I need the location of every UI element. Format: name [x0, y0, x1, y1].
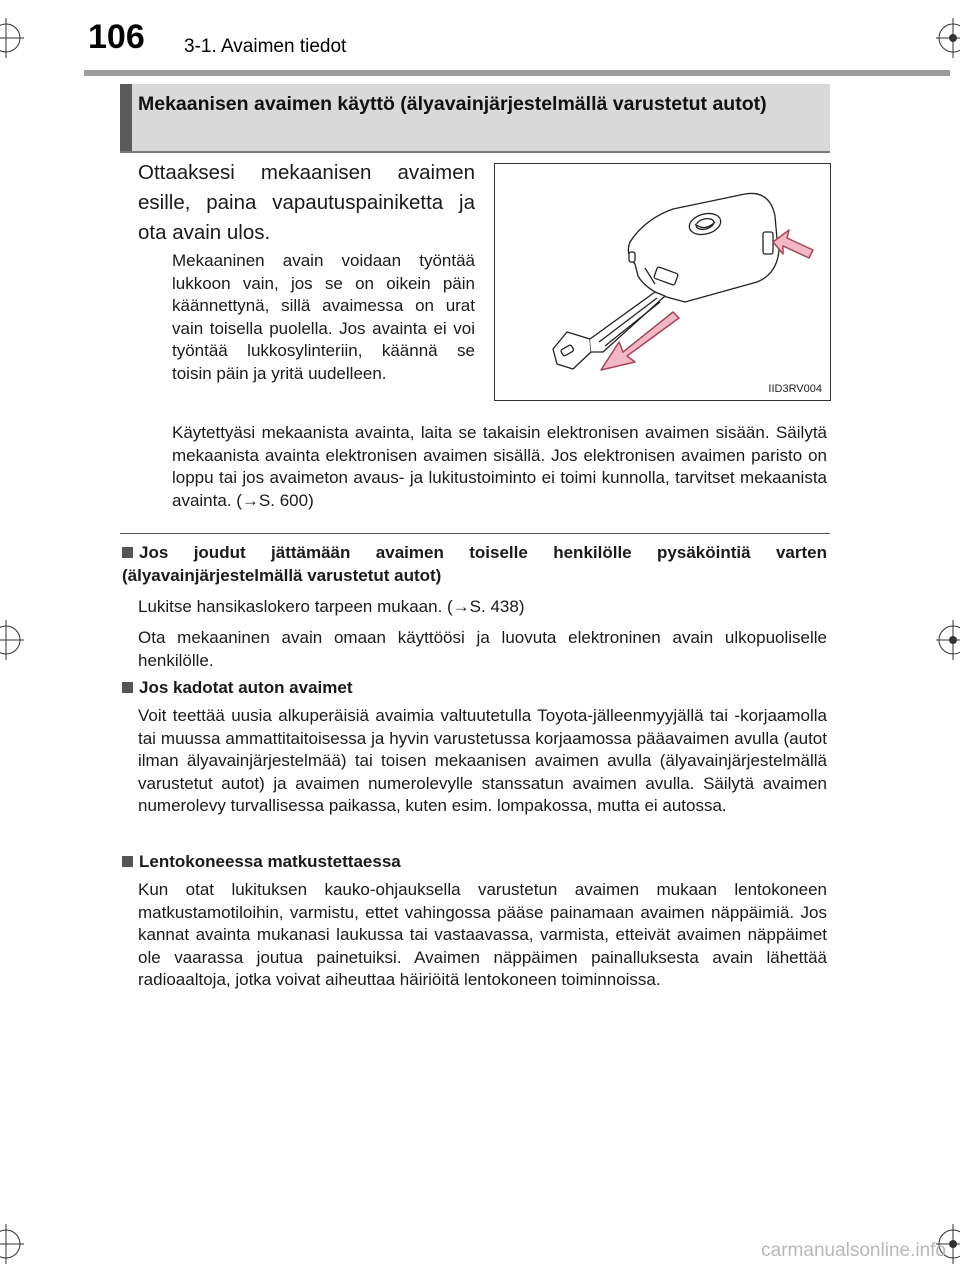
section-underline	[120, 151, 830, 153]
item-heading	[122, 677, 827, 700]
square-bullet-icon	[122, 682, 133, 693]
section-divider	[120, 533, 830, 534]
insertion-note: Mekaaninen avain voidaan työntää lukkoon vain, jos se on oikein päin käännettynä, sillä avaimessa on urat vain toisella puolella. Jos avainta ei voi työntää lukkosylinteriin, käännä se toisin päin ja yritä uudelleen.	[172, 251, 475, 383]
square-bullet-icon	[122, 856, 133, 867]
item-title: Lentokoneessa matkustettaessa	[139, 852, 401, 871]
section-accent-bar	[120, 84, 132, 152]
item-title: Jos kadotat auton avaimet	[139, 678, 353, 697]
watermark: carmanualsonline.info	[761, 1240, 946, 1261]
section-title: Mekaanisen avaimen käyttö (älyavainjärjestelmällä varustetut autot)	[138, 93, 767, 115]
square-bullet-icon	[122, 547, 133, 558]
item-heading	[122, 851, 827, 874]
page-number: 106	[88, 18, 145, 56]
figure-code: IID3RV004	[768, 383, 822, 395]
item-paragraph: Lukitse hansikaslokero tarpeen mukaan. (→S. 438)	[138, 597, 525, 616]
running-head: 3-1. Avaimen tiedot	[184, 36, 347, 57]
item-paragraph: Kun otat lukituksen kauko-ohjauksella varustetun avaimen mukaan lentokoneen matkustamotiloihin, varmistu, ettet vahingossa pääse painamaan avaimen näppäimiä. Jos kannat avainta mukanasi laukussa tai vastaavassa, varmista, etteivät avaimen näppäimet ole vaarassa joutua painetuiksi. Avaimen näppäimen painalluksesta avain lähettää radioaaltoja, jotka voivat aiheuttaa häiriöitä lentokoneen toiminnoissa.	[138, 880, 827, 989]
header-rule	[84, 70, 950, 76]
section-heading-box	[120, 84, 830, 152]
item-title: Jos joudut jättämään avaimen toiselle henkilölle pysäköintiä varten (älyavainjärjestelmällä varustetut autot)	[122, 543, 827, 585]
item-heading	[122, 542, 827, 587]
after-use-text: Käytettyäsi mekaanista avainta, laita se takaisin elektronisen avaimen sisään. Säilytä mekaanista avainta elektronisen avaimen sisällä. Jos elektronisen avaimen paristo on loppu tai jos avaimeton avaus- ja lukitustoiminto ei toimi kunnolla, tarvitset mekaanista avainta. (→S. 600)	[172, 423, 827, 510]
key-illustration	[494, 163, 831, 401]
item-paragraph: Ota mekaaninen avain omaan käyttöösi ja luovuta elektroninen avain ulkopuoliselle henkilölle.	[138, 628, 827, 670]
key-fob-drawing	[495, 164, 832, 402]
item-paragraph: Voit teettää uusia alkuperäisiä avaimia valtuutetulla Toyota-jälleenmyyjällä tai -korjaamolla tai muussa ammattitaitoisessa ja hyvin varustetussa korjaamossa pääavaimen avulla (autot ilman älyavainjärjestelmää) tai toisen mekaanisen avaimen avulla (älyavainjärjestelmällä varustetut autot) ja avaimen numerolevylle stanssatun avaimen avulla. Säilytä avaimen numerolevy turvallisessa paikassa, kuten esim. lompakossa, mutta ei autossa.	[138, 706, 827, 815]
intro-text: Ottaaksesi mekaanisen avaimen esille, paina vapautuspainiketta ja ota avain ulos.	[138, 161, 475, 244]
